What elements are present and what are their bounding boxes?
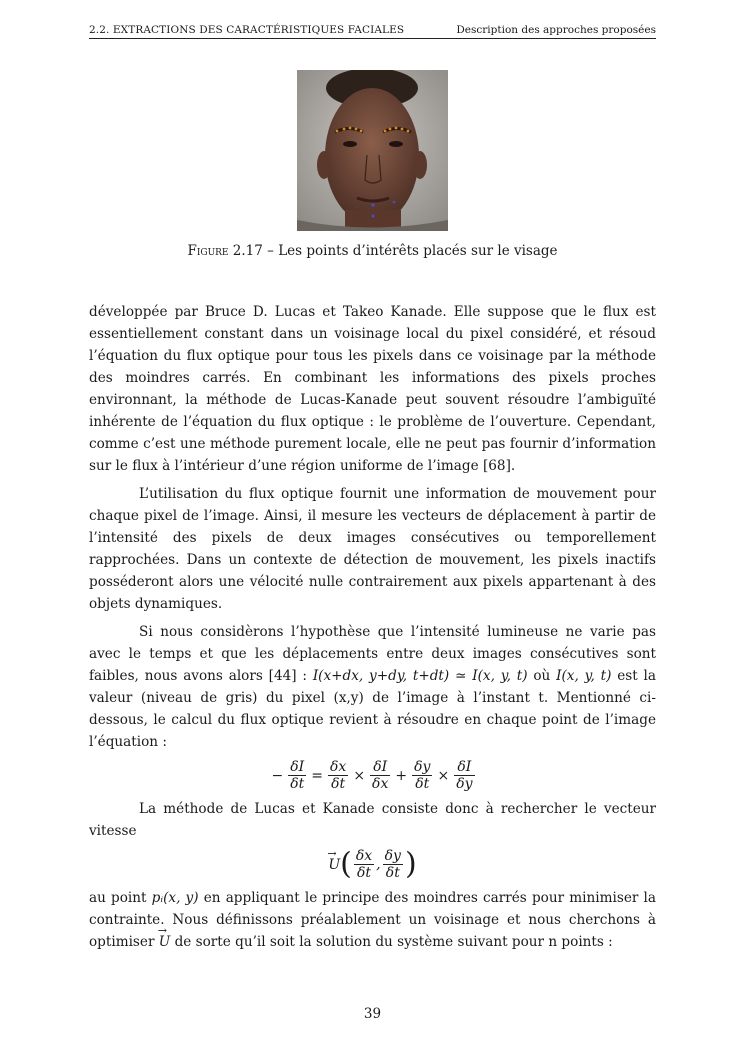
header-chapter: 2.2. EXTRACTIONS DES CARACTÉRISTIQUES FACIALES bbox=[89, 24, 405, 36]
optical-flow-equation bbox=[89, 759, 656, 792]
point-pi: pᵢ(x, y) bbox=[151, 890, 199, 906]
velocity-vector-symbol: → U bbox=[328, 854, 340, 876]
eq1-d-fraction bbox=[454, 759, 474, 792]
figure-caption-text: – Les points d’intérêts placés sur le visage bbox=[262, 243, 558, 259]
velocity-vector-inline: → U bbox=[159, 931, 170, 953]
brightness-constancy-equation: I(x+dx, y+dy, t+dt) ≃ I(x, y, t) bbox=[312, 668, 528, 684]
paragraph-5-part-b: en appliquant le principe des moindres carrés pour minimiser la contrainte. Nous définissons préalablement un voisinage et nous cherchons à optimiser bbox=[89, 890, 656, 950]
intensity-function: I(x, y, t) bbox=[556, 668, 612, 684]
eq1-b-den: δx bbox=[372, 776, 389, 792]
velocity-vector-equation bbox=[89, 848, 656, 881]
paragraph-5 bbox=[89, 887, 656, 953]
paragraph-3-part-b: où bbox=[527, 668, 557, 684]
eq2-comma: , bbox=[376, 856, 381, 873]
paragraph-4: La méthode de Lucas et Kanade consiste donc à rechercher le vecteur vitesse bbox=[89, 801, 656, 839]
paragraph-3-part-a: Si nous considèrons l’hypothèse que l’intensité lumineuse ne varie pas avec le temps et que les déplacements entre deux images consécutives sont faibles, nous avons alors [44] : bbox=[89, 624, 656, 684]
face-photo-with-landmarks bbox=[297, 70, 448, 231]
paragraph-5-part-a: au point bbox=[89, 890, 152, 906]
eq1-times-1: × bbox=[353, 767, 366, 784]
eq2-close-paren: ) bbox=[404, 846, 417, 882]
body-text bbox=[89, 301, 656, 959]
eq1-plus: + bbox=[395, 767, 408, 784]
eq1-c-num: δy bbox=[414, 759, 431, 775]
eq1-equals: = bbox=[311, 767, 323, 784]
figure-label: Figure 2.17 bbox=[187, 243, 263, 259]
paragraph-5-part-c: de sorte qu’il soit la solution du système suivant pour n points : bbox=[170, 934, 613, 950]
page-number: 39 bbox=[363, 1006, 382, 1022]
eq1-d-den: δy bbox=[456, 776, 473, 792]
face-figure bbox=[297, 70, 448, 231]
eq1-c-fraction bbox=[412, 759, 432, 792]
header-section: Description des approches proposées bbox=[456, 24, 656, 36]
eq1-b-fraction bbox=[370, 759, 390, 792]
eq1-times-2: × bbox=[437, 767, 450, 784]
eq2-a-den: δt bbox=[356, 865, 372, 881]
paragraph-3 bbox=[89, 621, 656, 753]
paragraph-1: développée par Bruce D. Lucas et Takeo Kanade. Elle suppose que le flux est essentiellement constant dans un voisinage local du pixel considéré, et résoud l’équation du flux optique pour tous les pixels dans ce voisinage par la méthode des moindres carrés. En combinant les informations des pixels proches environnant, la méthode de Lucas-Kanade peut souvent résoudre l’ambiguïté inhérente de l’équation du flux optique : le problème de l’ouverture. Cependant, comme c’est une méthode purement locale, elle ne peut pas fournir d’information sur le flux à l’intérieur d’une région uniforme de l’image [68]. bbox=[89, 304, 656, 474]
eq1-a-den: δt bbox=[331, 776, 346, 792]
eq2-a-fraction bbox=[354, 848, 374, 881]
eq2-b-fraction bbox=[383, 848, 403, 881]
eq2-a-num: δx bbox=[355, 848, 373, 864]
eq1-a-fraction bbox=[328, 759, 348, 792]
eq1-lhs-fraction bbox=[288, 759, 306, 792]
eq1-lhs-num: δI bbox=[288, 759, 306, 776]
eq1-c-den: δt bbox=[415, 776, 430, 792]
figure-caption bbox=[89, 243, 656, 259]
eq1-b-num: δI bbox=[370, 759, 390, 776]
eq1-a-num: δx bbox=[329, 759, 347, 775]
eq1-d-num: δI bbox=[454, 759, 474, 776]
paragraph-3-part-c: est la valeur (niveau de gris) du pixel (x,y) de l’image à l’instant t. Mentionné ci-dessous, le calcul du flux optique revient à résoudre en chaque point de l’image l’équation : bbox=[89, 668, 656, 750]
eq1-minus: − bbox=[271, 767, 284, 784]
eq2-open-paren: ( bbox=[340, 846, 352, 882]
running-header bbox=[89, 22, 656, 39]
paragraph-2: L’utilisation du flux optique fournit une information de mouvement pour chaque pixel de l’image. Ainsi, il mesure les vecteurs de déplacement à partir de l’intensité des pixels de deux images consécutives ou temporellement rapprochées. Dans un contexte de détection de mouvement, les pixels inactifs posséderont alors une vélocité nulle contrairement aux pixels appartenant à des objets dynamiques. bbox=[89, 486, 656, 612]
eq1-lhs-den: δt bbox=[290, 776, 305, 792]
eq2-b-den: δt bbox=[385, 865, 400, 881]
eq2-b-num: δy bbox=[384, 848, 401, 864]
